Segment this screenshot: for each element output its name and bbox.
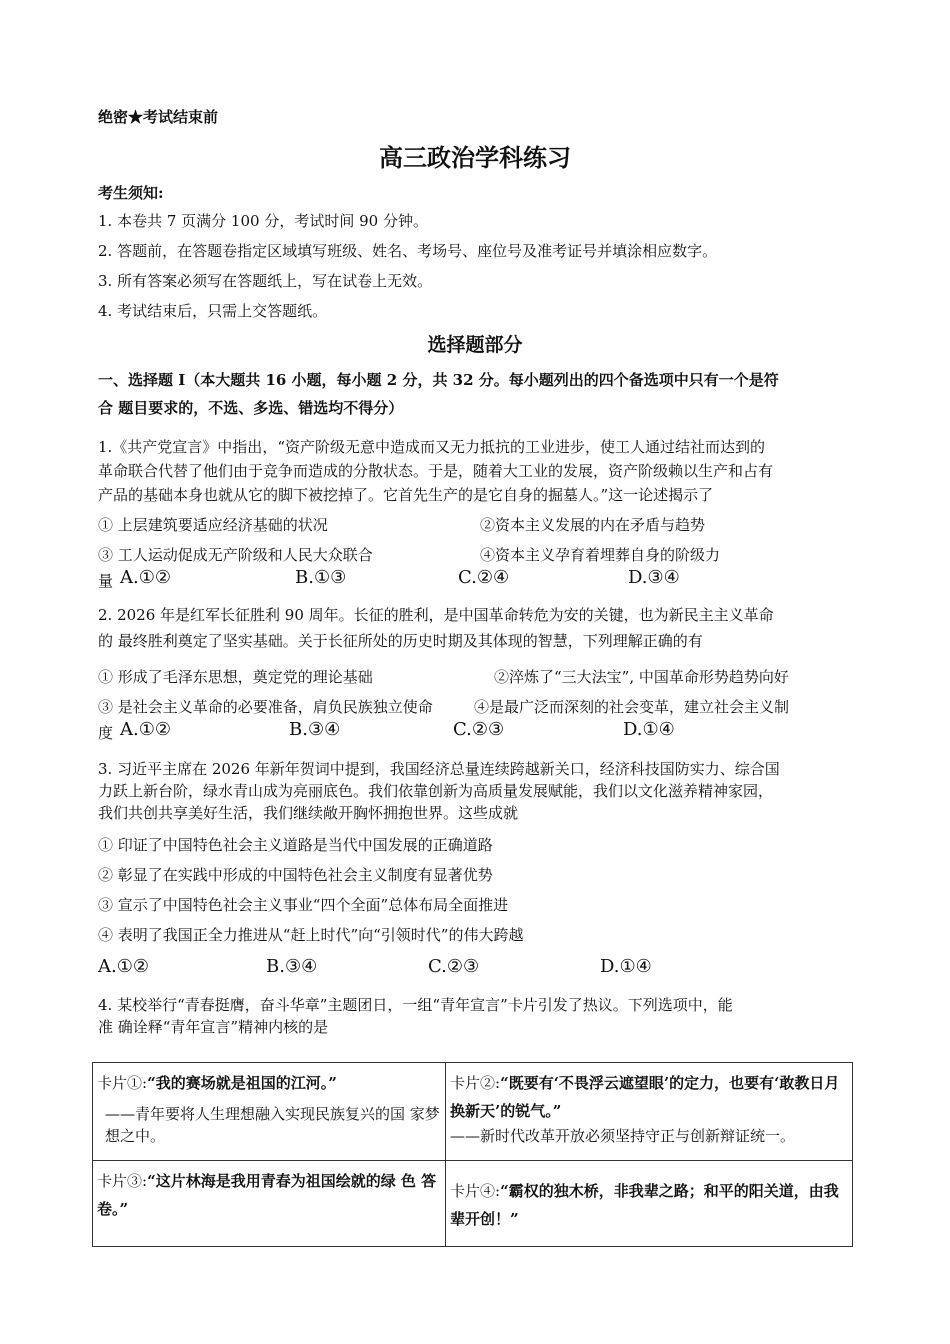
card-3-quote: “这片林海是我用青春为祖国绘就的绿 色 答 卷。” [97, 1172, 437, 1218]
q2-stem-line2: 的 最终胜利奠定了坚实基础。关于长征所处的历史时期及其体现的智慧，下列理解正确的有 [98, 632, 703, 650]
q3-statement-4: ④ 表明了我国正全力推进从“赶上时代”向“引领时代”的伟大跨越 [98, 926, 524, 944]
q2-statement-3: ③ 是社会主义革命的必要准备，肩负民族独立使命 [98, 698, 433, 716]
q1-option-a[interactable]: A.①② [120, 567, 171, 588]
page-title: 高三政治学科练习 [379, 143, 571, 172]
card-1-note: ——青年要将人生理想融入实现民族复兴的国 家梦想之中。 [105, 1105, 440, 1145]
q2-statement-2: ②淬炼了“三大法宝”, 中国革命形势趋势向好 [494, 668, 789, 686]
card-2-note: ——新时代改革开放必须坚持守正与创新辩证统一。 [450, 1127, 796, 1145]
q1-statement-4-cont: 量 [98, 572, 114, 590]
notice-title: 考生须知: [98, 184, 164, 202]
q1-option-c[interactable]: C.②④ [458, 567, 510, 588]
q3-stem-line2: 力跃上新台阶，绿水青山成为亮丽底色。我们依靠创新为高质量发展赋能，我们以文化滋养精神家园， [98, 782, 774, 800]
q1-option-b[interactable]: B.①③ [295, 567, 347, 588]
card-2 [446, 1063, 853, 1161]
q2-statement-1: ① 形成了毛泽东思想，奠定党的理论基础 [98, 668, 373, 686]
q3-statement-2: ② 彰显了在实践中形成的中国特色社会主义制度有显著优势 [98, 866, 493, 884]
section-instruction: 一、选择题 I（本大题共 16 小题，每小题 2 分，共 32 分。每小题列出的四个备选项中只有一个是符 [98, 371, 779, 389]
q2-stem-line1: 2. 2026 年是红军长征胜利 90 周年。长征的胜利，是中国革命转危为安的关键，也为新民主主义革命 [98, 606, 774, 624]
q3-stem-line3: 我们共创共享美好生活，我们继续敞开胸怀拥抱世界。这些成就 [98, 804, 519, 822]
q4-stem-line1: 4. 某校举行“青春挺膺，奋斗华章”主题团日，一组“青年宣言”卡片引发了热议。下列选项中，能 [98, 996, 733, 1014]
card-1 [93, 1063, 446, 1161]
q1-option-d[interactable]: D.③④ [628, 567, 680, 588]
card-4 [446, 1161, 853, 1247]
q3-stem-line1: 3. 习近平主席在 2026 年新年贺词中提到，我国经济总量连续跨越新关口，经济科技国防实力、综合国 [98, 760, 780, 778]
q3-option-c[interactable]: C.②③ [428, 956, 480, 977]
card-1-quote: “我的赛场就是祖国的江河。” [147, 1074, 337, 1092]
q4-stem-line2: 准 确诠释“青年宣言”精神内核的是 [98, 1018, 329, 1036]
q1-statement-2: ②资本主义发展的内在矛盾与趋势 [480, 516, 706, 534]
q1-stem-line2: 革命联合代替了他们由于竞争而造成的分散状态。于是，随着大工业的发展，资产阶级赖以生产和占有 [98, 462, 774, 480]
q3-statement-3: ③ 宣示了中国特色社会主义事业“四个全面”总体布局全面推进 [98, 896, 509, 914]
notice-item-1: 1. 本卷共 7 页满分 100 分，考试时间 90 分钟。 [98, 212, 428, 230]
q3-statement-1: ① 印证了中国特色社会主义道路是当代中国发展的正确道路 [98, 836, 493, 854]
q2-option-d[interactable]: D.①④ [623, 719, 675, 740]
q3-option-b[interactable]: B.③④ [266, 956, 318, 977]
card-1-label: 卡片①: [97, 1074, 148, 1092]
card-4-quote: “霸权的独木桥，非我辈之路；和平的阳关道，由我辈开创！” [450, 1182, 839, 1228]
card-2-quote: “既要有‘不畏浮云遮望眼’的定力，也要有‘敢教日月换新天’的锐气。” [450, 1074, 840, 1120]
q2-statement-4: ④是最广泛而深刻的社会变革，建立社会主义制 [474, 698, 790, 716]
card-2-label: 卡片②: [450, 1074, 501, 1092]
q1-statement-1: ① 上层建筑要适应经济基础的状况 [98, 516, 328, 534]
section-title: 选择题部分 [427, 334, 523, 356]
q1-stem-line1: 1.《共产党宣言》中指出，“资产阶级无意中造成而又无力抵抗的工业进步，使工人通过结社而达到的 [98, 438, 765, 456]
card-table [92, 1062, 853, 1247]
card-3 [93, 1161, 446, 1247]
q2-option-c[interactable]: C.②③ [453, 719, 505, 740]
q1-statement-4: ④资本主义孕育着埋葬自身的阶级力 [480, 546, 721, 564]
q2-statement-4-cont: 度 [98, 724, 114, 742]
notice-item-2: 2. 答题前，在答题卷指定区域填写班级、姓名、考场号、座位号及准考证号并填涂相应数字。 [98, 242, 718, 260]
q3-option-d[interactable]: D.①④ [600, 956, 652, 977]
card-4-label: 卡片④: [450, 1182, 501, 1200]
card-3-label: 卡片③: [97, 1172, 148, 1190]
notice-item-4: 4. 考试结束后，只需上交答题纸。 [98, 302, 328, 320]
q1-stem-line3: 产品的基础本身也就从它的脚下被挖掉了。它首先生产的是它自身的掘墓人。”这一论述揭示了 [98, 486, 714, 504]
q1-statement-3: ③ 工人运动促成无产阶级和人民大众联合 [98, 546, 373, 564]
section-instruction-cont: 合 题目要求的，不选、多选、错选均不得分） [98, 399, 404, 417]
q3-option-a[interactable]: A.①② [98, 956, 149, 977]
q2-option-a[interactable]: A.①② [120, 719, 171, 740]
q2-option-b[interactable]: B.③④ [289, 719, 341, 740]
notice-item-3: 3. 所有答案必须写在答题纸上，写在试卷上无效。 [98, 272, 433, 290]
confidential-mark: 绝密★考试结束前 [98, 108, 219, 126]
